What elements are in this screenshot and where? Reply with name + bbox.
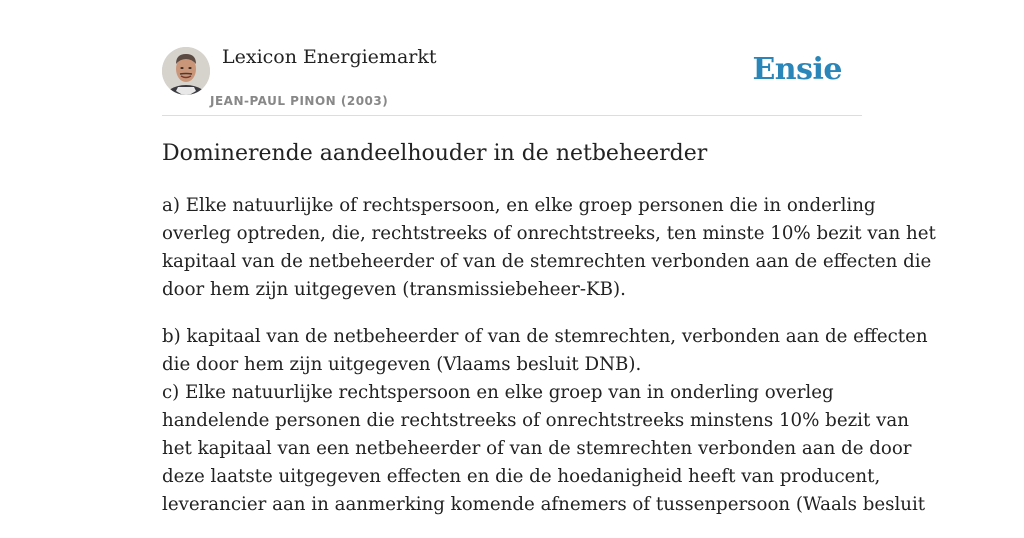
document-container (162, 0, 936, 515)
definition-paragraph-1 (162, 192, 936, 304)
definition-line: a) Elke natuurlijke of rechtspersoon, en elke groep personen die in onderling (162, 195, 876, 216)
entry-header (162, 0, 862, 116)
definition-line: het kapitaal van een netbeheerder of van de stemrechten verbonden aan de door (162, 438, 912, 459)
definition-line: handelende personen die rechtstreeks of onrechtstreeks minstens 10% bezit van (162, 410, 909, 431)
definition-paragraph-2 (162, 323, 928, 519)
lexicon-title[interactable]: Lexicon Energiemarkt (222, 46, 437, 68)
term-title: Dominerende aandeelhouder in de netbeheerder (162, 141, 708, 166)
definition-text (162, 192, 936, 538)
author-avatar[interactable] (162, 47, 210, 95)
author-name[interactable]: JEAN-PAUL PINON (2003) (210, 94, 389, 108)
author-portrait-icon (162, 47, 210, 95)
definition-line: deze laatste uitgegeven effecten en die de hoedanigheid heeft van producent, (162, 466, 881, 487)
definition-line: c) Elke natuurlijke rechtspersoon en elke groep van in onderling overleg (162, 382, 834, 403)
definition-line: leverancier aan in aanmerking komende afnemers of tussenpersoon (Waals besluit (162, 494, 926, 515)
brand-logo[interactable]: Ensie (752, 52, 842, 87)
definition-line: kapitaal van de netbeheerder of van de stemrechten verbonden aan de effecten die (162, 251, 932, 272)
definition-line: b) kapitaal van de netbeheerder of van de stemrechten, verbonden aan de effecten (162, 326, 928, 347)
definition-line: die door hem zijn uitgegeven (Vlaams besluit DNB). (162, 354, 642, 375)
definition-line: door hem zijn uitgegeven (transmissiebeheer-KB). (162, 279, 626, 300)
definition-line: overleg optreden, die, rechtstreeks of onrechtstreeks, ten minste 10% bezit van het (162, 223, 936, 244)
